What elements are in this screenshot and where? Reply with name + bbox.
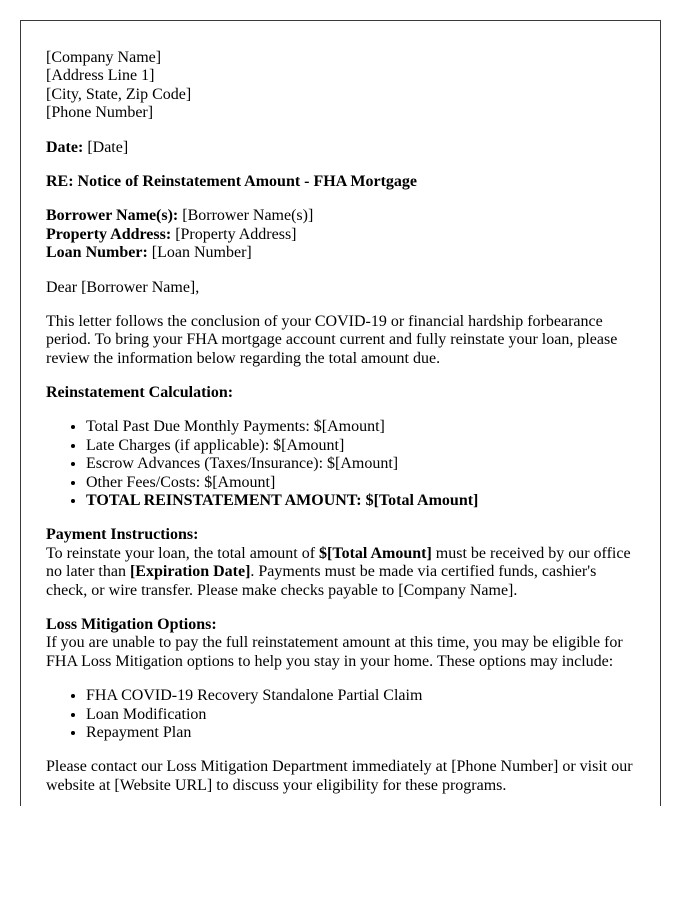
borrower-name-value: [Borrower Name(s)] — [182, 207, 314, 225]
loss-mitigation-body: If you are unable to pay the full reinstatement amount at this time, you may be eligible for FHA Loss Mitigation options to help you stay in your home. These options may include: — [46, 634, 623, 670]
calculation-item-past-due: • Total Past Due Monthly Payments: $[Amount] — [86, 418, 635, 436]
closing-paragraph: Please contact our Loss Mitigation Department immediately at [Phone Number] or visit our website at [Website URL] to discuss your eligibility for these programs. — [46, 758, 633, 794]
payment-text-segment: . Payments must be made via certified funds, cashier's check, or wire transfer. Please make checks payable to [Company Name]. — [46, 563, 597, 599]
loss-mitigation-option-loan-modification: • Loan Modification — [86, 706, 635, 724]
salutation: Dear [Borrower Name], — [46, 278, 200, 296]
sender-city-state-zip: [City, State, Zip Code] — [46, 85, 192, 103]
payment-instructions-heading: Payment Instructions: — [46, 526, 199, 544]
loan-number-label: Loan Number: — [46, 244, 148, 262]
payment-text-segment: must be received by our office no later than — [46, 544, 631, 581]
calculation-list — [46, 418, 635, 510]
letter-page — [20, 20, 661, 806]
borrower-name-label: Borrower Name(s): — [46, 207, 179, 225]
calculation-item-other-fees: • Other Fees/Costs: $[Amount] — [86, 474, 635, 492]
payment-expiration-date: [Expiration Date] — [129, 563, 251, 581]
payment-total-amount: $[Total Amount] — [319, 544, 432, 562]
property-address-label: Property Address: — [46, 225, 172, 243]
loss-mitigation-paragraph — [46, 616, 635, 671]
intro-paragraph: This letter follows the conclusion of your COVID-19 or financial hardship forbearance period. To bring your FHA mortgage account current and fully reinstate your loan, please review the information below regarding the total amount due. — [46, 312, 618, 367]
subject-line: RE: Notice of Reinstatement Amount - FHA Mortgage — [46, 172, 418, 190]
sender-block — [46, 49, 635, 123]
sender-phone: [Phone Number] — [46, 104, 154, 122]
sender-address-line1: [Address Line 1] — [46, 67, 155, 85]
borrower-block — [46, 207, 635, 262]
date-label: Date: — [46, 138, 84, 156]
property-address-value: [Property Address] — [175, 225, 297, 243]
loan-number-value: [Loan Number] — [151, 244, 252, 262]
payment-instructions-paragraph — [46, 526, 635, 600]
date-value: [Date] — [87, 138, 129, 156]
payment-text-segment: To reinstate your loan, the total amount of — [46, 544, 320, 562]
sender-company: [Company Name] — [46, 49, 162, 66]
loss-mitigation-option-partial-claim: • FHA COVID-19 Recovery Standalone Partial Claim — [86, 687, 635, 705]
loss-mitigation-list — [46, 687, 635, 742]
calculation-item-total: • TOTAL REINSTATEMENT AMOUNT: $[Total Amount] — [86, 492, 635, 510]
date-line — [46, 139, 635, 157]
loss-mitigation-option-repayment-plan: • Repayment Plan — [86, 724, 635, 742]
calculation-item-escrow-advances: • Escrow Advances (Taxes/Insurance): $[Amount] — [86, 455, 635, 473]
calculation-heading: Reinstatement Calculation: — [46, 384, 234, 402]
calculation-item-late-charges: • Late Charges (if applicable): $[Amount] — [86, 437, 635, 455]
loss-mitigation-heading: Loss Mitigation Options: — [46, 615, 217, 633]
